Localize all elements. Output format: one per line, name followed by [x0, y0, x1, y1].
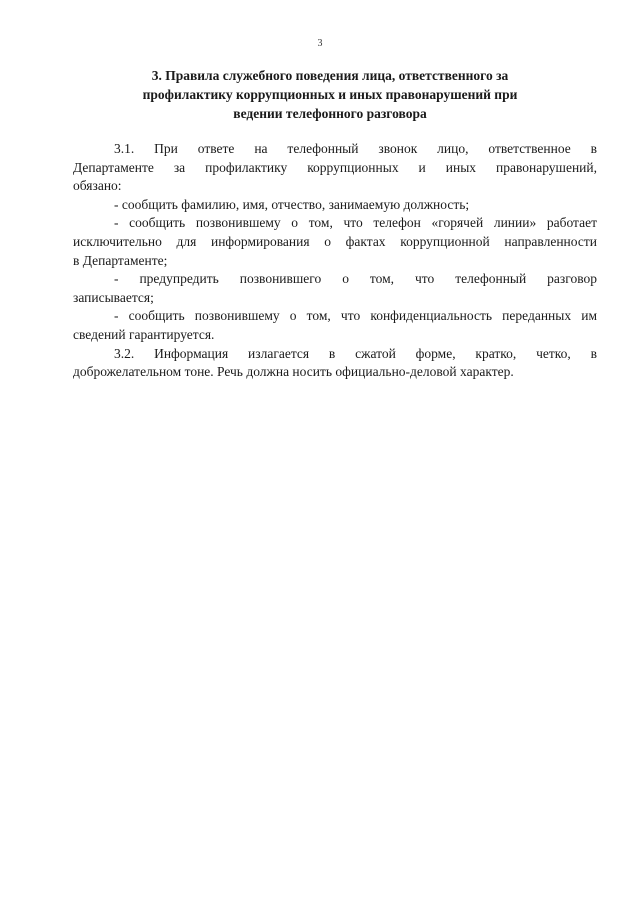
paragraph-line: сведений гарантируется. [73, 326, 215, 342]
section-heading-line-3: ведении телефонного разговора [233, 106, 427, 121]
list-item-report-name [73, 196, 597, 215]
section-heading-line-1: 3. Правила служебного поведения лица, ответственного за [151, 68, 509, 83]
list-item-recording-warning [73, 270, 597, 307]
paragraph-line: Департаменте за профилактику коррупционных и иных правонарушений, [73, 159, 597, 175]
paragraph-line: - сообщить позвонившему о том, что телефон «горячей линии» работает [114, 215, 597, 231]
paragraph-line: - сообщить позвонившему о том, что конфиденциальность переданных им [114, 308, 597, 324]
page-number: 3 [317, 38, 323, 49]
paragraph-line: 3.1. При ответе на телефонный звонок лицо, ответственное в [114, 141, 597, 156]
paragraph-line: доброжелательном тоне. Речь должна носить официально-деловой характер. [73, 364, 514, 380]
paragraph-line: в Департаменте; [73, 252, 168, 268]
paragraph-line: - сообщить фамилию, имя, отчество, занимаемую должность; [114, 196, 470, 212]
section-heading [80, 66, 580, 123]
paragraph-line: 3.2. Информация излагается в сжатой форме, кратко, четко, в [114, 345, 597, 361]
paragraph-3-1 [73, 140, 597, 196]
section-heading-line-2: профилактику коррупционных и иных правонарушений при [142, 87, 518, 102]
paragraph-line: - предупредить позвонившего о том, что телефонный разговор [114, 271, 597, 287]
list-item-confidentiality [73, 307, 597, 344]
paragraph-line: исключительно для информирования о фактах коррупционной направленности [73, 233, 597, 249]
paragraph-line: записывается; [73, 289, 154, 305]
list-item-hotline-purpose [73, 214, 597, 270]
paragraph-3-2 [73, 345, 597, 382]
paragraph-line: обязано: [73, 178, 122, 194]
document-body [73, 140, 597, 382]
